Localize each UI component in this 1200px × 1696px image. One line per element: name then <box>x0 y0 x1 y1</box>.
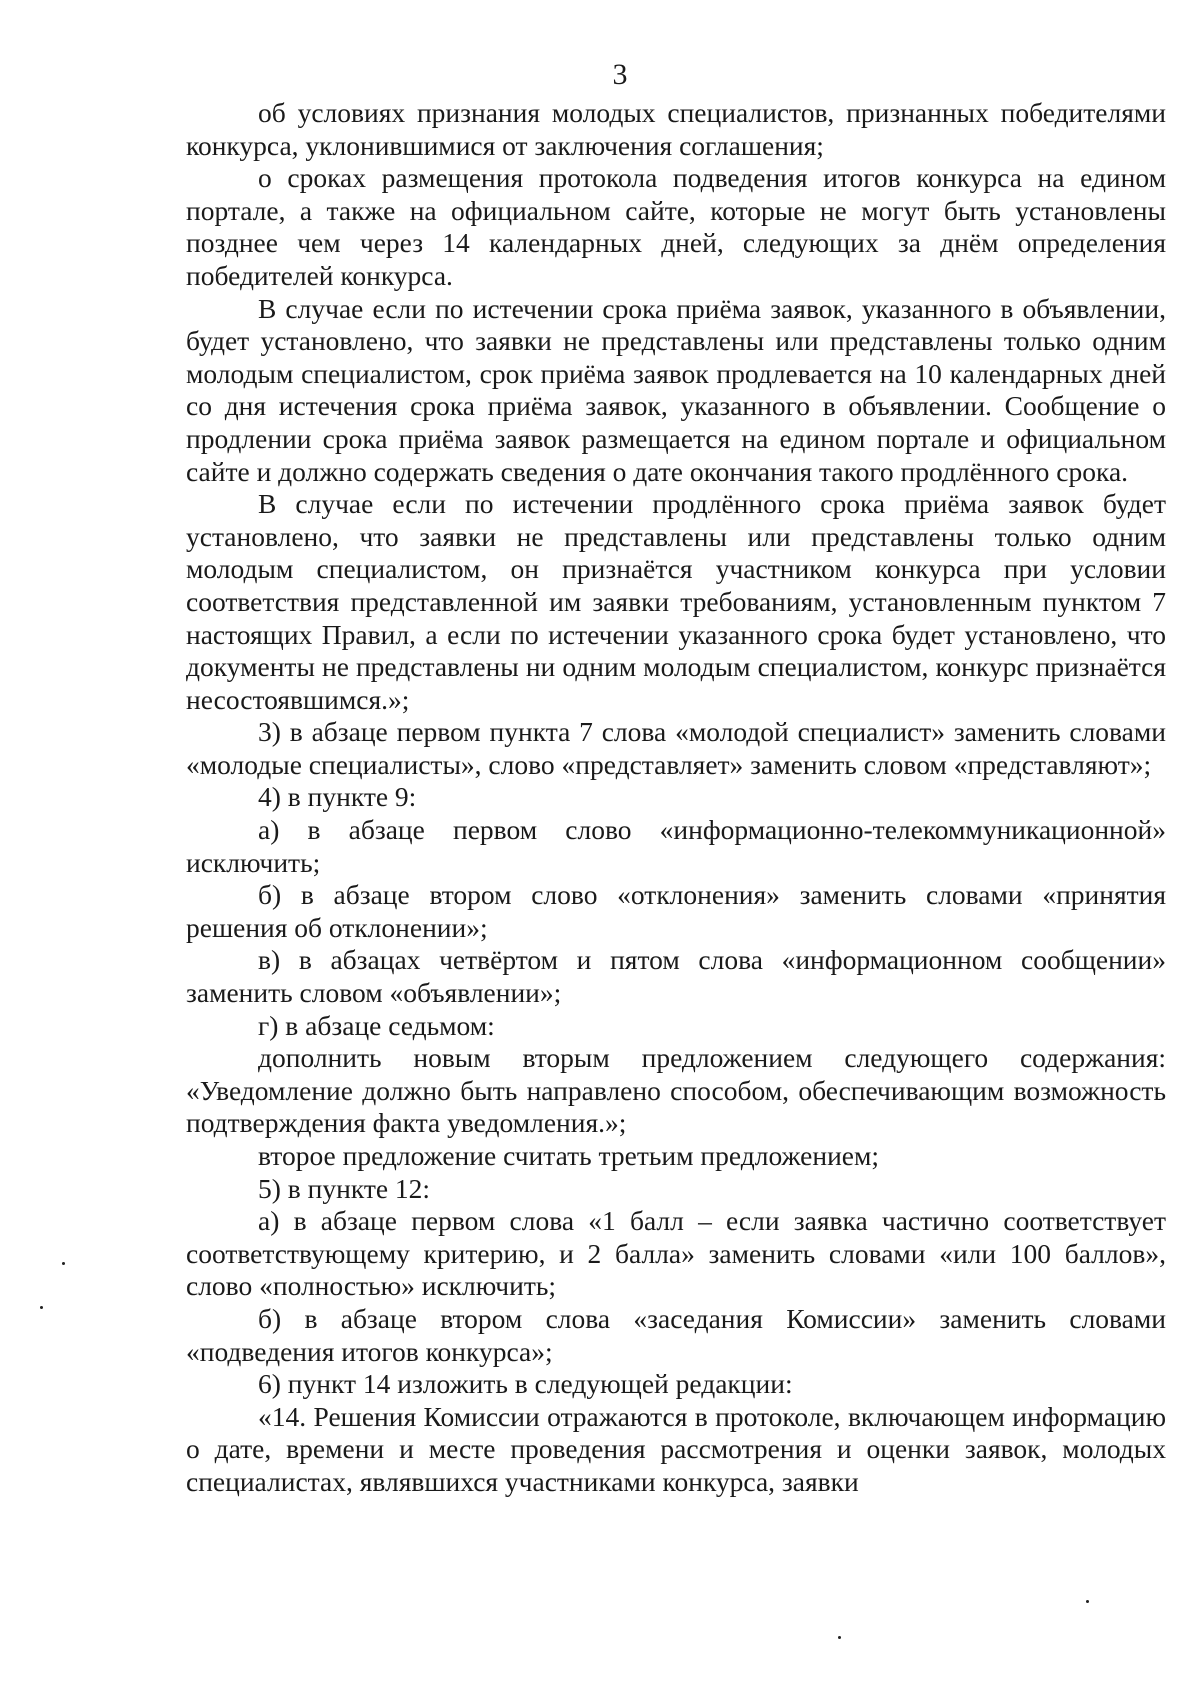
paragraph: В случае если по истечении срока приёма заявок, указанного в объявлении, будет установлено, что заявки не представлены или представлены только одним молодым специалистом, срок приёма заявок продлевается на 10 календарных дней со дня истечения срока приёма заявок, указанного в объявлении. Сообщение о продлении срока приёма заявок размещается на едином портале и официальном сайте и должно содержать сведения о дате окончания такого продлённого срока. <box>186 292 1166 487</box>
paragraph: а) в абзаце первом слова «1 балл – если заявка частично соответствует соответствующему критерию, и 2 балла» заменить словами «или 100 баллов», слово «полностью» исключить; <box>186 1205 1166 1302</box>
paragraph: второе предложение считать третьим предложением; <box>258 1140 880 1171</box>
paragraph: 5) в пункте 12: <box>258 1172 431 1204</box>
page-number: 3 <box>612 58 628 91</box>
document-body <box>186 97 1166 1499</box>
scan-speck <box>40 1306 43 1309</box>
scan-speck <box>62 1262 65 1265</box>
paragraph: а) в абзаце первом слово «информационно-телекоммуникационной» исключить; <box>186 814 1166 878</box>
paragraph: б) в абзаце втором слово «отклонения» заменить словами «принятия решения об отклонении»; <box>186 879 1166 943</box>
paragraph: в) в абзацах четвёртом и пятом слова «информационном сообщении» заменить словом «объявлении»; <box>186 944 1166 1009</box>
paragraph: «14. Решения Комиссии отражаются в протоколе, включающем информацию о дате, времени и месте проведения рассмотрения и оценки заявок, молодых специалистах, являвшихся участниками конкурса, заявки <box>186 1400 1166 1497</box>
paragraph: 3) в абзаце первом пункта 7 слова «молодой специалист» заменить словами «молодые специалисты», слово «представляет» заменить словом «представляют»; <box>186 716 1166 780</box>
paragraph: г) в абзаце седьмом: <box>258 1009 495 1041</box>
paragraph: о сроках размещения протокола подведения итогов конкурса на едином портале, а также на официальном сайте, которые не могут быть установлены позднее чем через 14 календарных дней, следующих за днём определения победителей конкурса. <box>186 162 1166 291</box>
paragraph: б) в абзаце втором слова «заседания Комиссии» заменить словами «подведения итогов конкурса»; <box>186 1302 1166 1367</box>
paragraph: 6) пункт 14 изложить в следующей редакции: <box>258 1368 793 1400</box>
paragraph: 4) в пункте 9: <box>258 781 417 813</box>
scan-speck <box>838 1636 841 1639</box>
paragraph: об условиях признания молодых специалистов, признанных победителями конкурса, уклонившимися от заключения соглашения; <box>186 97 1166 161</box>
scan-speck <box>1086 1600 1089 1603</box>
paragraph: В случае если по истечении продлённого срока приёма заявок будет установлено, что заявки не представлены или представлены только одним молодым специалистом, он признаётся участником конкурса при условии соответствия представленной им заявки требованиям, установленным пунктом 7 настоящих Правил, а если по истечении указанного срока будет установлено, что документы не представлены ни одним молодым специалистом, конкурс признаётся несостоявшимся.»; <box>186 488 1166 715</box>
paragraph: дополнить новым вторым предложением следующего содержания: «Уведомление должно быть направлено способом, обеспечивающим возможность подтверждения факта уведомления.»; <box>186 1042 1166 1139</box>
